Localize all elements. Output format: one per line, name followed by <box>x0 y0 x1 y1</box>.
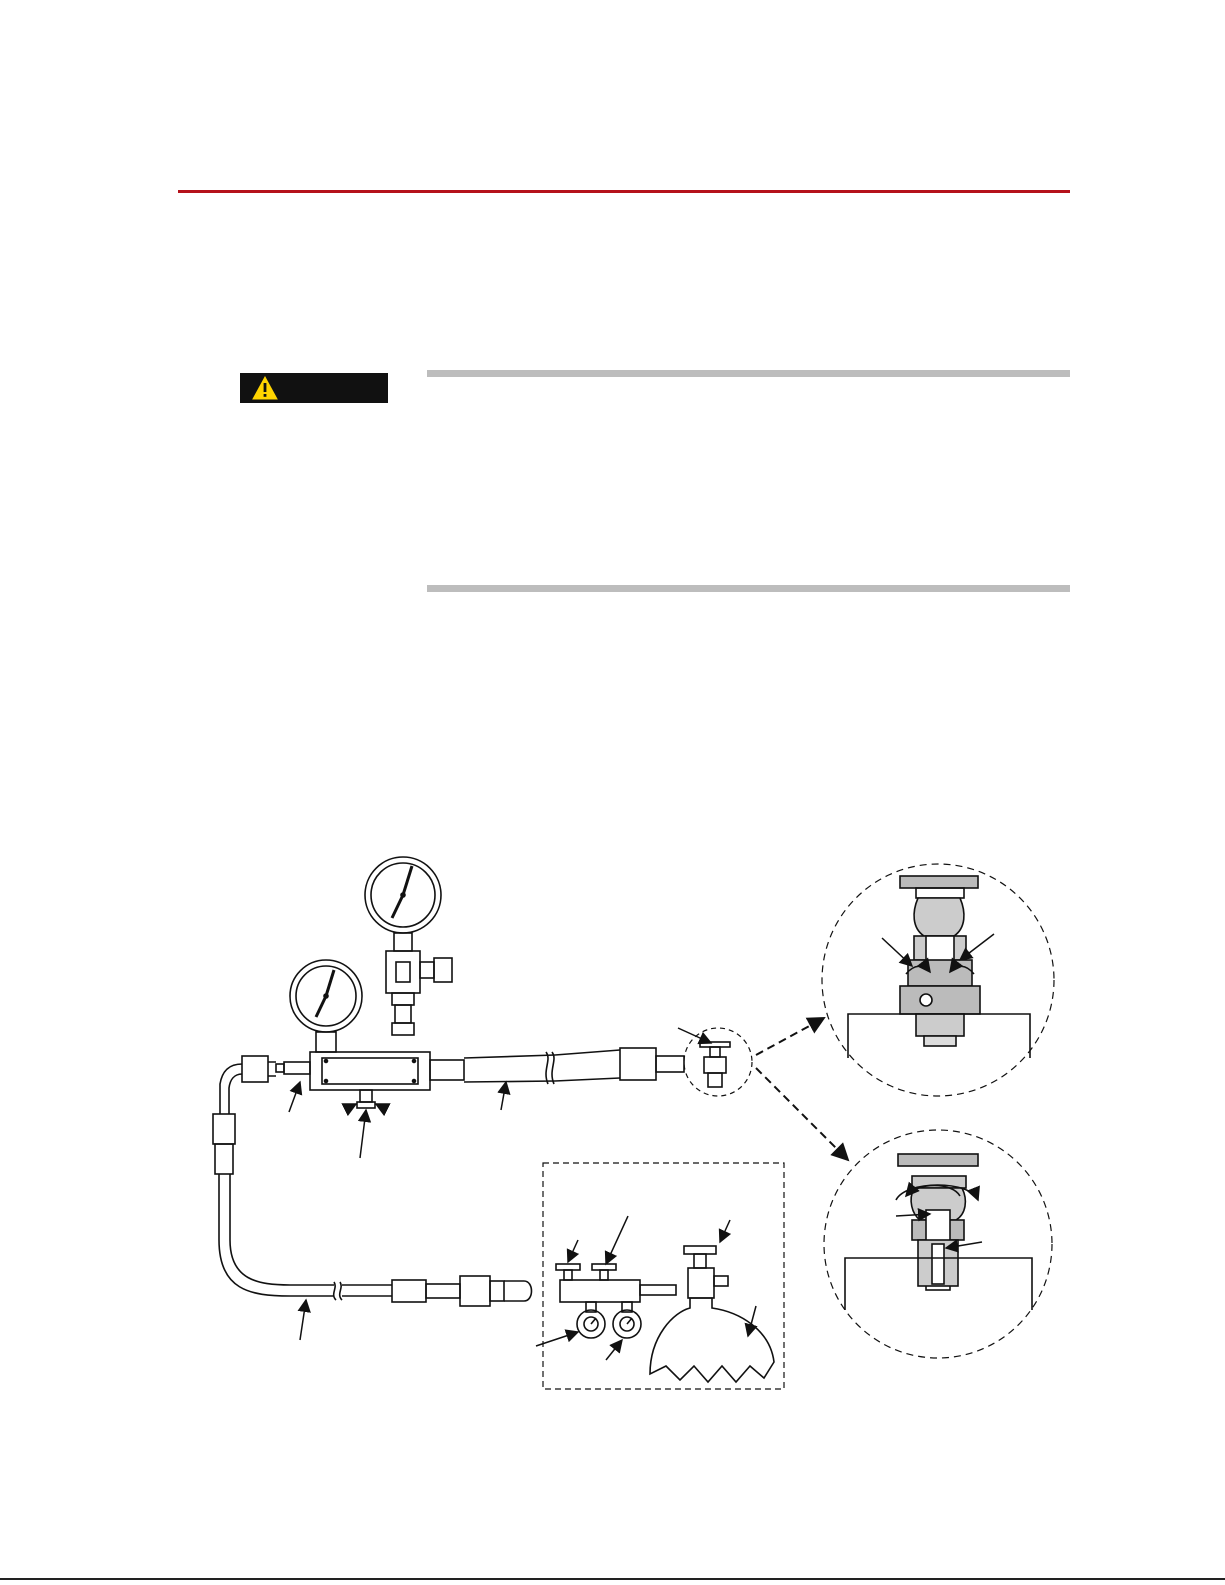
warning-panel-top-rule <box>427 370 1070 377</box>
warning-panel-bottom-rule <box>427 585 1070 592</box>
high-pressure-hose <box>430 1048 684 1084</box>
charging-equipment-figure <box>0 840 1225 1410</box>
valve-detail-closed <box>822 864 1054 1096</box>
footer-rule <box>0 1578 1225 1580</box>
warning-badge <box>240 373 388 403</box>
bleed-valve <box>352 1090 380 1108</box>
header-rule <box>178 190 1070 193</box>
lower-pressure-gauge <box>290 960 362 1052</box>
leader-arrows <box>289 934 994 1360</box>
warning-triangle-icon <box>252 376 278 400</box>
upper-pressure-gauge <box>365 857 452 1035</box>
regulator-assembly <box>543 1163 784 1389</box>
cylinder-valve-adapter <box>684 1018 848 1160</box>
valve-detail-open <box>824 1130 1052 1358</box>
